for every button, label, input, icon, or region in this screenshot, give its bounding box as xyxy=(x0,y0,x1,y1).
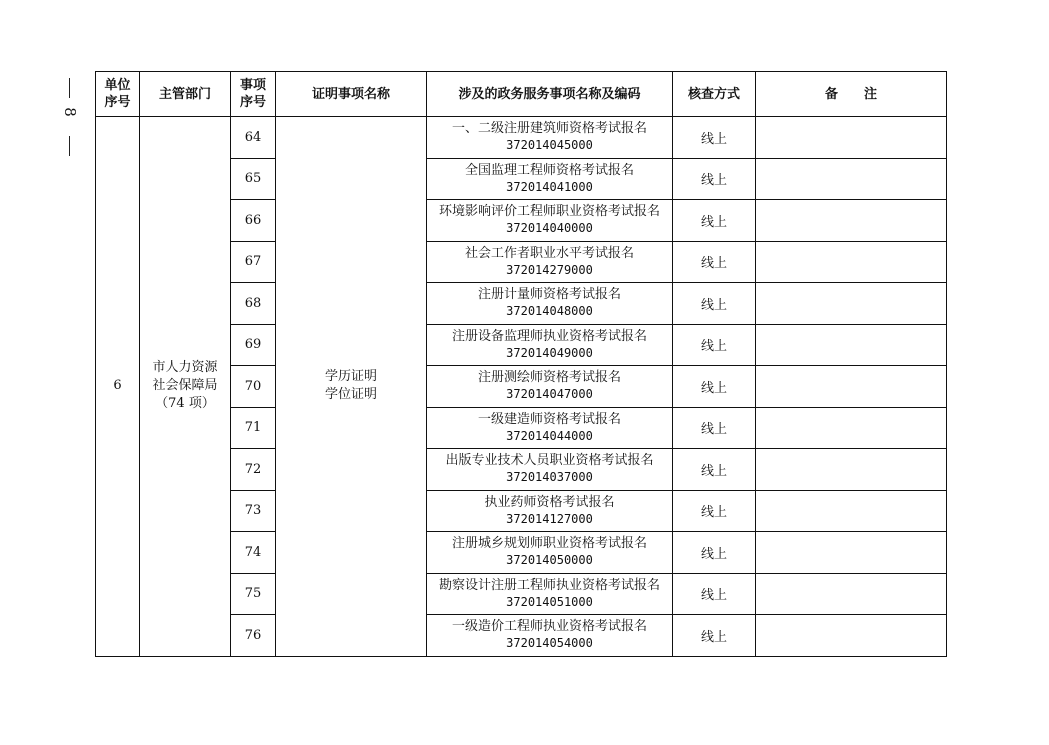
service-cell xyxy=(427,200,673,242)
item-no-cell: 76 xyxy=(231,615,276,657)
service-name: 执业药师资格考试报名 xyxy=(484,494,615,510)
header-unit-no xyxy=(96,72,140,117)
item-no-cell: 70 xyxy=(231,366,276,408)
service-code: 372014054000 xyxy=(506,636,593,651)
method-cell: 线上 xyxy=(673,615,756,657)
service-cell xyxy=(427,532,673,574)
service-cell xyxy=(427,158,673,200)
page-number-dash-top xyxy=(69,78,70,98)
item-no-cell: 72 xyxy=(231,449,276,491)
method-cell: 线上 xyxy=(673,573,756,615)
dept-line: 市人力资源 xyxy=(152,360,218,376)
remark-cell xyxy=(756,158,947,200)
service-name: 一级建造师资格考试报名 xyxy=(477,411,621,427)
service-code: 372014040000 xyxy=(506,221,593,236)
service-name: 注册设备监理师执业资格考试报名 xyxy=(451,328,647,344)
cert-name-line: 学位证明 xyxy=(324,387,377,403)
service-cell xyxy=(427,283,673,325)
header-row xyxy=(96,72,947,117)
dept-cell xyxy=(140,117,231,657)
service-code: 372014050000 xyxy=(506,553,593,568)
service-cell xyxy=(427,615,673,657)
method-cell: 线上 xyxy=(673,241,756,283)
method-cell: 线上 xyxy=(673,283,756,325)
remark-cell xyxy=(756,573,947,615)
method-cell: 线上 xyxy=(673,158,756,200)
service-name: 一级造价工程师执业资格考试报名 xyxy=(451,619,647,635)
item-no-cell: 67 xyxy=(231,241,276,283)
service-name: 注册测绘师资格考试报名 xyxy=(477,370,621,386)
item-no-cell: 66 xyxy=(231,200,276,242)
header-item-no-line2: 序号 xyxy=(239,95,266,110)
service-cell xyxy=(427,117,673,159)
remark-cell xyxy=(756,117,947,159)
remark-cell xyxy=(756,532,947,574)
table-body xyxy=(96,117,947,657)
cert-name-cell xyxy=(276,117,427,657)
dept-count: （74 项） xyxy=(155,396,215,412)
item-no-cell: 75 xyxy=(231,573,276,615)
method-cell: 线上 xyxy=(673,324,756,366)
service-cell xyxy=(427,573,673,615)
unit-no-cell: 6 xyxy=(96,117,140,657)
remark-cell xyxy=(756,407,947,449)
remark-cell xyxy=(756,449,947,491)
header-cert-name: 证明事项名称 xyxy=(276,72,427,117)
page-number-dash-bottom xyxy=(69,136,70,156)
header-item-no-line1: 事项 xyxy=(239,78,266,93)
item-no-cell: 64 xyxy=(231,117,276,159)
table-row xyxy=(96,117,947,159)
service-name: 注册城乡规划师职业资格考试报名 xyxy=(451,536,647,552)
service-code: 372014037000 xyxy=(506,470,593,485)
remark-cell xyxy=(756,366,947,408)
header-unit-no-line2: 序号 xyxy=(104,95,131,110)
header-dept: 主管部门 xyxy=(140,72,231,117)
header-unit-no-line1: 单位 xyxy=(104,78,131,93)
service-name: 注册计量师资格考试报名 xyxy=(477,287,621,303)
service-cell xyxy=(427,241,673,283)
service-name: 环境影响评价工程师职业资格考试报名 xyxy=(438,204,660,220)
item-no-cell: 71 xyxy=(231,407,276,449)
item-no-cell: 69 xyxy=(231,324,276,366)
service-cell xyxy=(427,407,673,449)
service-code: 372014049000 xyxy=(506,345,593,360)
item-no-cell: 74 xyxy=(231,532,276,574)
service-code: 372014048000 xyxy=(506,304,593,319)
service-cell xyxy=(427,449,673,491)
service-code: 372014279000 xyxy=(506,262,593,277)
cert-name-line: 学历证明 xyxy=(324,369,377,385)
remark-cell xyxy=(756,615,947,657)
header-remark: 备 注 xyxy=(756,72,947,117)
service-code: 372014044000 xyxy=(506,428,593,443)
method-cell: 线上 xyxy=(673,490,756,532)
header-service: 涉及的政务服务事项名称及编码 xyxy=(427,72,673,117)
service-code: 372014045000 xyxy=(506,138,593,153)
method-cell: 线上 xyxy=(673,200,756,242)
header-item-no xyxy=(231,72,276,117)
remark-cell xyxy=(756,283,947,325)
service-cell xyxy=(427,324,673,366)
method-cell: 线上 xyxy=(673,449,756,491)
certification-table xyxy=(95,71,947,657)
method-cell: 线上 xyxy=(673,117,756,159)
service-code: 372014047000 xyxy=(506,387,593,402)
dept-line: 社会保障局 xyxy=(152,378,218,394)
remark-cell xyxy=(756,324,947,366)
service-name: 一、二级注册建筑师资格考试报名 xyxy=(451,121,647,137)
remark-cell xyxy=(756,490,947,532)
remark-cell xyxy=(756,241,947,283)
service-name: 出版专业技术人员职业资格考试报名 xyxy=(445,453,654,469)
method-cell: 线上 xyxy=(673,532,756,574)
method-cell: 线上 xyxy=(673,366,756,408)
service-name: 勘察设计注册工程师执业资格考试报名 xyxy=(438,577,660,593)
item-no-cell: 65 xyxy=(231,158,276,200)
service-cell xyxy=(427,490,673,532)
service-cell xyxy=(427,366,673,408)
service-code: 372014127000 xyxy=(506,511,593,526)
method-cell: 线上 xyxy=(673,407,756,449)
page-number-digit: 8 xyxy=(61,107,79,117)
service-code: 372014041000 xyxy=(506,179,593,194)
remark-cell xyxy=(756,200,947,242)
service-name: 全国监理工程师资格考试报名 xyxy=(464,162,634,178)
item-no-cell: 68 xyxy=(231,283,276,325)
header-method: 核查方式 xyxy=(673,72,756,117)
service-code: 372014051000 xyxy=(506,594,593,609)
service-name: 社会工作者职业水平考试报名 xyxy=(464,245,634,261)
item-no-cell: 73 xyxy=(231,490,276,532)
page-number xyxy=(62,78,78,160)
